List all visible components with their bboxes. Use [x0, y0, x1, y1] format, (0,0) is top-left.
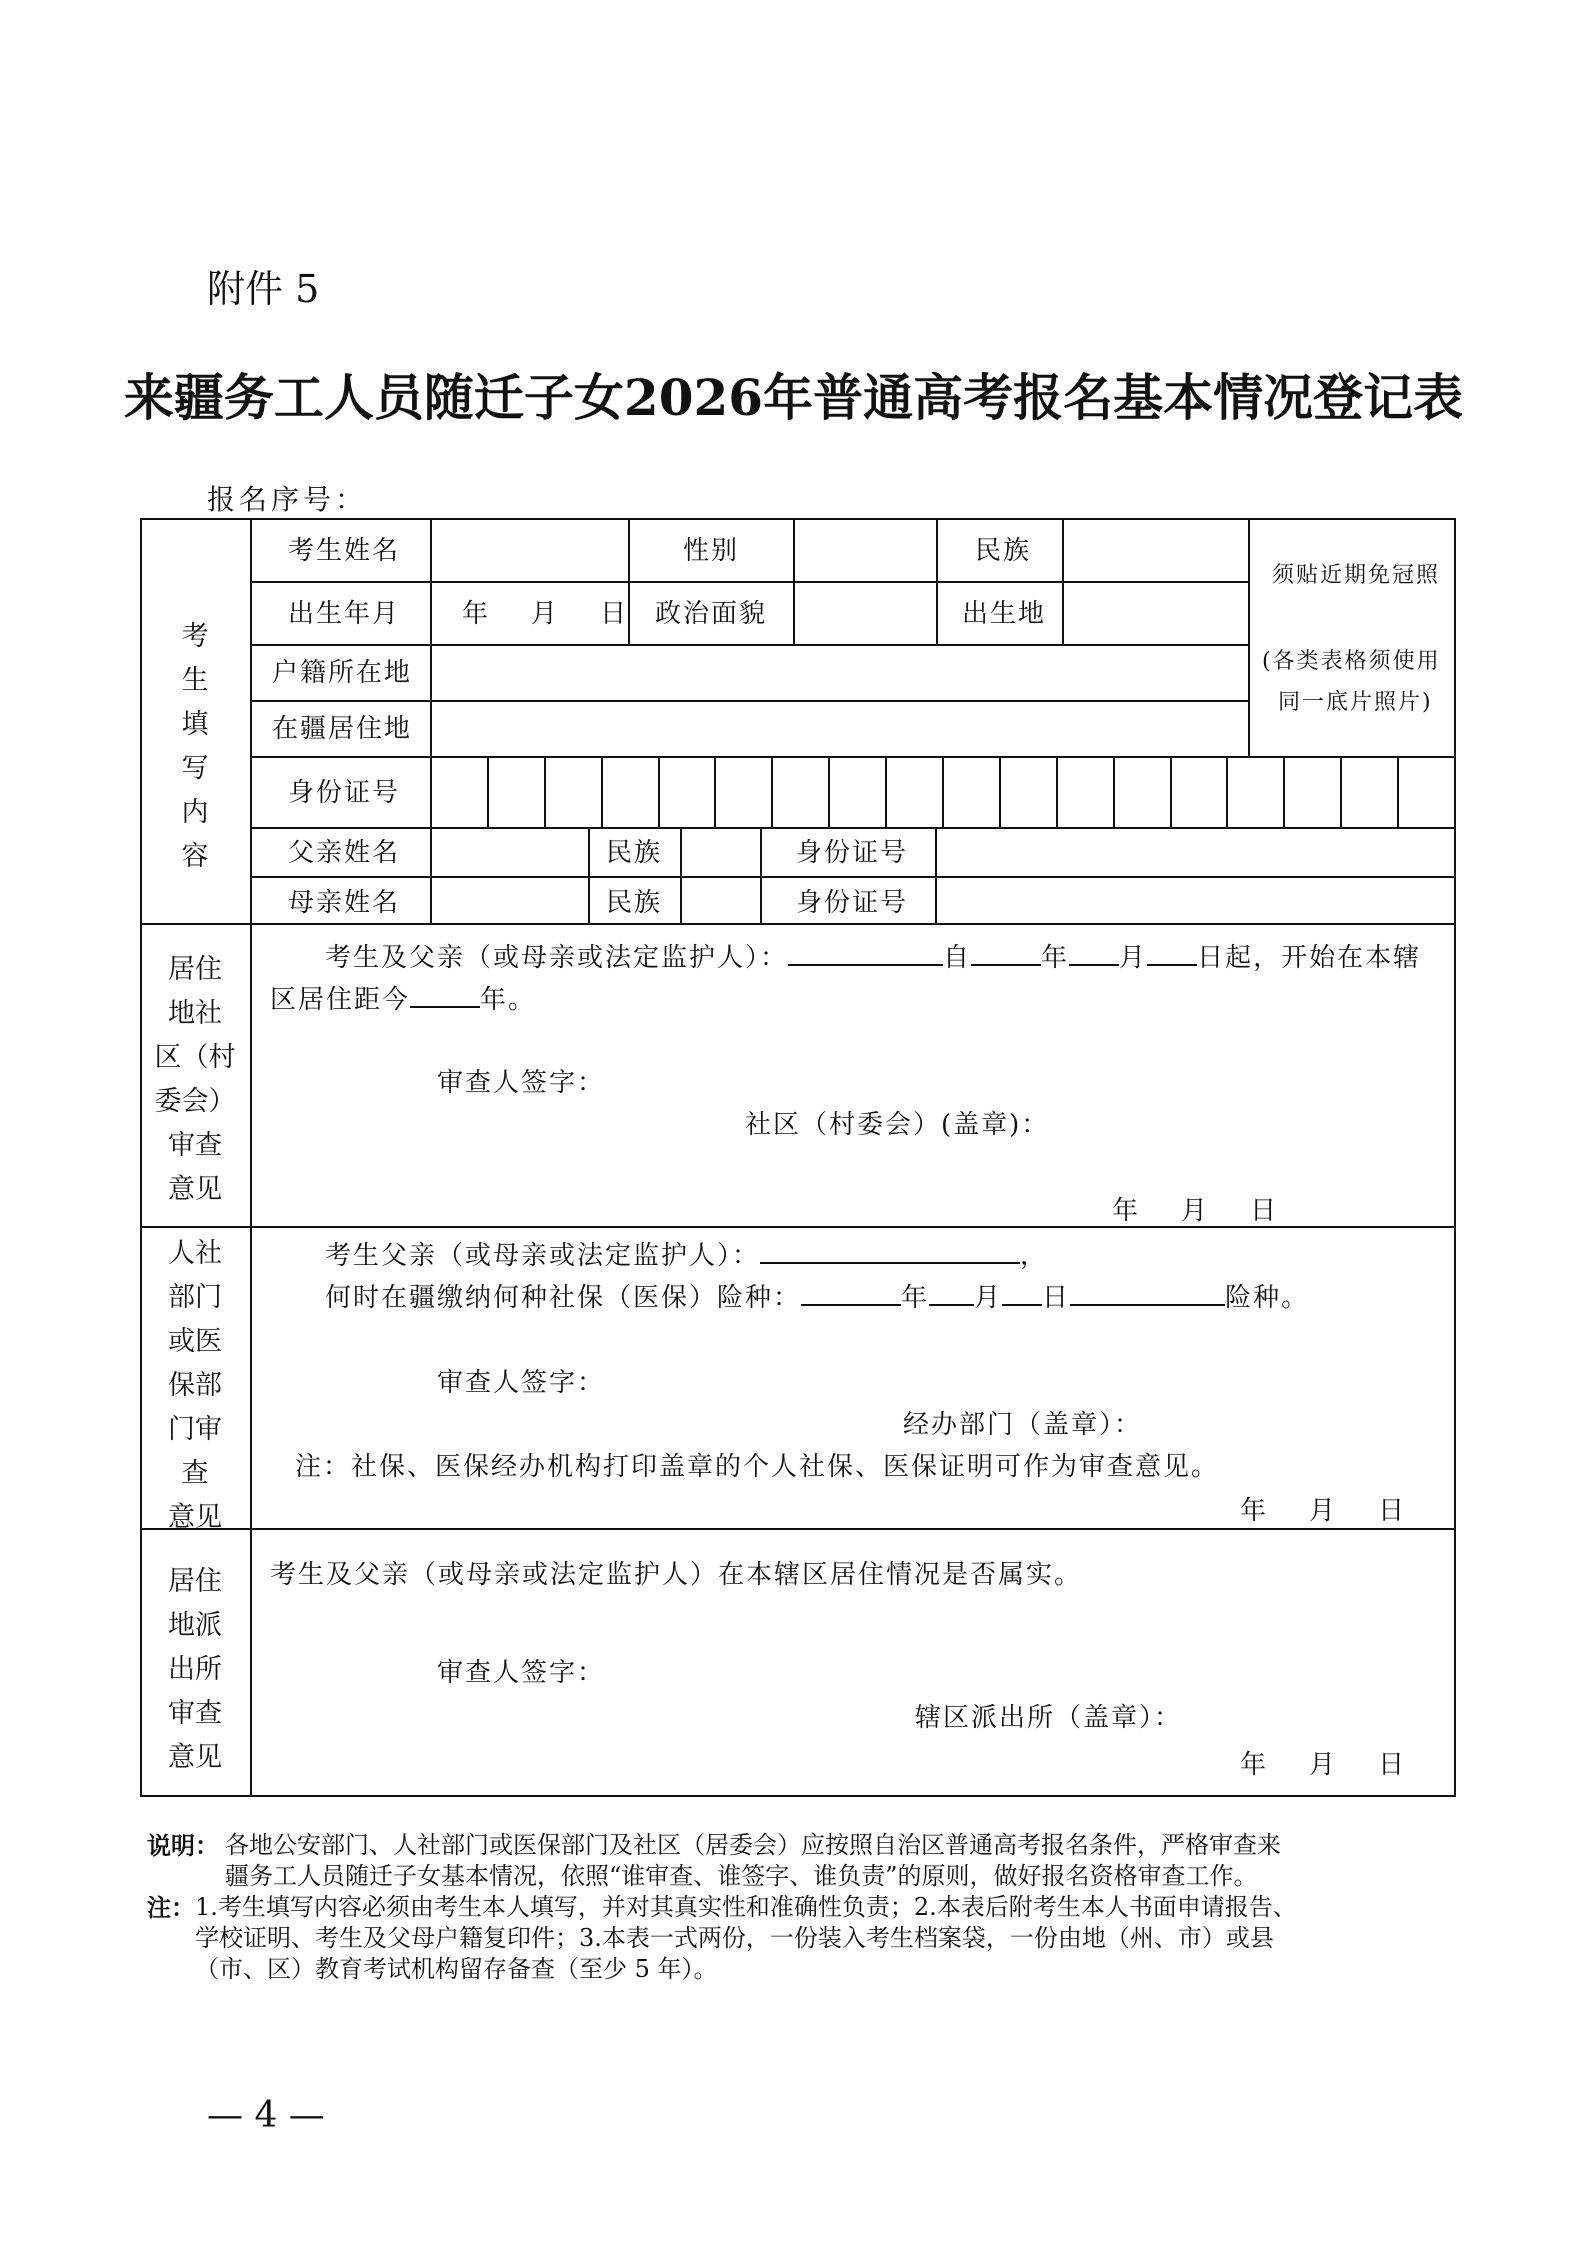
description-line-1: 各地公安部门、人社部门或医保部门及社区（居委会）应按照自治区普通高考报名条件，严格审查来 — [225, 1831, 1281, 1859]
social-security-line-2: 何时在疆缴纳何种社保（医保）险种： 年 月 日 险种。 — [325, 1283, 1310, 1313]
gender-label: 性别 — [683, 536, 740, 566]
name-label: 考生姓名 — [288, 536, 401, 566]
id-digit-divider — [487, 756, 489, 827]
description-label: 说明： — [147, 1831, 219, 1860]
social-security-stamp: 经办部门（盖章）： — [903, 1410, 1143, 1440]
id-digit-divider — [714, 756, 716, 827]
father-ethnicity-label: 民族 — [606, 838, 663, 868]
father-name-label: 父亲姓名 — [288, 838, 401, 868]
mother-id-label: 身份证号 — [796, 888, 909, 918]
id-digit-divider — [601, 756, 603, 827]
police-reviewer-signature: 审查人签字： — [437, 1658, 606, 1688]
notes-line-2: 学校证明、考生及父母户籍复印件；3.本表一式两份，一份装入考生档案袋，一份由地（州、市）或县 — [195, 1924, 1274, 1952]
police-stamp: 辖区派出所（盖章）： — [915, 1703, 1183, 1733]
id-digit-divider — [828, 756, 830, 827]
attachment-label: 附件 5 — [207, 267, 320, 311]
birthplace-label: 出生地 — [962, 599, 1047, 629]
notes-line-1: 1.考生填写内容必须由考生本人填写，并对其真实性和准确性负责；2.本表后附考生本人书面申请报告、 — [195, 1893, 1297, 1921]
photo-note-line-3: 同一底片照片) — [1278, 690, 1433, 715]
id-digit-divider — [1113, 756, 1115, 827]
id-digit-divider — [1170, 756, 1172, 827]
police-date: 年 月 日 — [1240, 1750, 1407, 1780]
id-digit-divider — [1226, 756, 1228, 827]
ethnicity-label: 民族 — [975, 536, 1032, 566]
residence-label: 在疆居住地 — [272, 714, 413, 744]
id-digit-divider — [942, 756, 944, 827]
id-digit-divider — [771, 756, 773, 827]
id-digit-divider — [1340, 756, 1342, 827]
community-review-label: 居住 地社 区（村 委会） 审查 意见 — [154, 954, 236, 1205]
notes-line-3: （市、区）教育考试机构留存备查（至少 5 年）。 — [195, 1955, 718, 1983]
police-line-1: 考生及父亲（或母亲或法定监护人）在本辖区居住情况是否属实。 — [270, 1560, 1083, 1590]
social-security-date: 年 月 日 — [1240, 1496, 1407, 1526]
community-line-1: 考生及父亲（或母亲或法定监护人）： 自 年 月 日起，开始在本辖 — [325, 943, 1422, 973]
serial-number-label: 报名序号： — [207, 483, 368, 516]
applicant-section-label: 考 生 填 写 内 容 — [181, 621, 209, 872]
police-review-label: 居住 地派 出所 审查 意见 — [168, 1566, 222, 1773]
father-id-label: 身份证号 — [796, 838, 909, 868]
form-title: 来疆务工人员随迁子女2026年普通高考报名基本情况登记表 — [123, 368, 1464, 427]
birth-date-value: 年 月 日 — [462, 599, 629, 629]
community-date: 年 月 日 — [1112, 1196, 1279, 1226]
mother-name-label: 母亲姓名 — [288, 888, 401, 918]
social-security-line-1: 考生父亲（或母亲或法定监护人）： ， — [325, 1241, 1049, 1271]
mother-ethnicity-label: 民族 — [606, 888, 663, 918]
id-digit-divider — [1397, 756, 1399, 827]
social-security-note: 注：社保、医保经办机构打印盖章的个人社保、医保证明可作为审查意见。 — [295, 1452, 1220, 1482]
community-stamp: 社区（村委会）(盖章)： — [745, 1110, 1050, 1140]
social-security-review-label: 人社 部门 或医 保部 门审 查 意见 — [168, 1238, 222, 1533]
id-digit-divider — [1283, 756, 1285, 827]
community-reviewer-signature: 审查人签字： — [437, 1068, 606, 1098]
photo-note-line-2: (各类表格须使用 — [1262, 649, 1441, 674]
id-digit-divider — [1056, 756, 1058, 827]
page-number: — 4 — — [207, 2095, 325, 2136]
political-status-label: 政治面貌 — [655, 599, 768, 629]
social-security-reviewer-signature: 审查人签字： — [437, 1368, 606, 1398]
notes-label: 注： — [147, 1893, 195, 1922]
id-digit-divider — [999, 756, 1001, 827]
id-digit-divider — [544, 756, 546, 827]
id-number-label: 身份证号 — [288, 778, 401, 808]
birth-date-label: 出生年月 — [288, 599, 401, 629]
description-line-2: 疆务工人员随迁子女基本情况，依照“谁审查、谁签字、谁负责”的原则，做好报名资格审查工作。 — [225, 1862, 1258, 1890]
community-line-2: 区居住距今 年。 — [270, 985, 537, 1015]
hukou-label: 户籍所在地 — [272, 658, 413, 688]
id-digit-divider — [658, 756, 660, 827]
photo-note-line-1: 须贴近期免冠照 — [1272, 563, 1441, 588]
id-digit-divider — [885, 756, 887, 827]
